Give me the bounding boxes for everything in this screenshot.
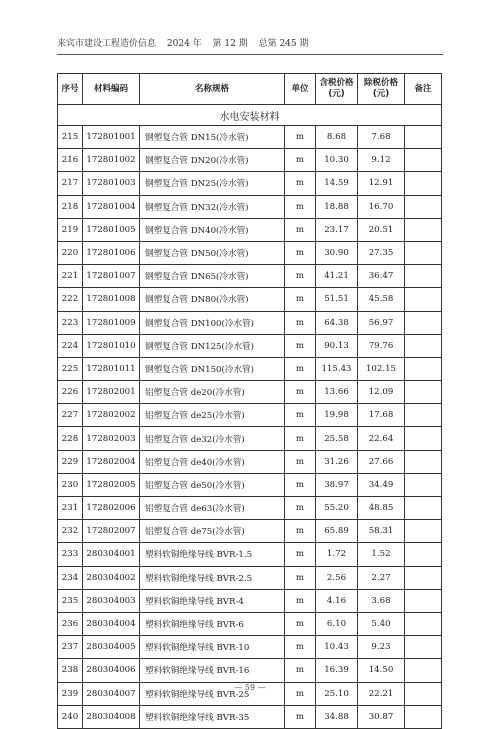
table-row: [58, 636, 442, 659]
table-row: [58, 520, 442, 543]
cell-note: [405, 473, 442, 496]
cell-code: 172801008: [83, 288, 140, 311]
cell-code: 172801003: [83, 172, 140, 195]
cell-note: [405, 357, 442, 380]
table-row: [58, 589, 442, 612]
cell-seq: 224: [58, 334, 83, 357]
cell-code: 172802005: [83, 473, 140, 496]
cell-price-notax: 17.68: [358, 404, 405, 427]
table-row: [58, 288, 442, 311]
cell-seq: 226: [58, 381, 83, 404]
section-title: 水电安装材料: [58, 105, 442, 126]
cell-price-notax: 22.21: [358, 682, 405, 705]
cell-note: [405, 149, 442, 172]
cell-code: 280304007: [83, 682, 140, 705]
cell-price-tax: 38.97: [316, 473, 358, 496]
cell-seq: 233: [58, 543, 83, 566]
table-row: [58, 659, 442, 682]
cell-price-tax: 25.58: [316, 427, 358, 450]
col-header-note: 备注: [405, 74, 442, 105]
table-row: [58, 241, 442, 264]
cell-price-tax: 31.26: [316, 450, 358, 473]
cell-price-notax: 20.51: [358, 218, 405, 241]
cell-price-tax: 2.56: [316, 566, 358, 589]
cell-name: 铝塑复合管 de32(冷水管): [140, 427, 285, 450]
cell-price-tax: 16.39: [316, 659, 358, 682]
cell-price-notax: 58.31: [358, 520, 405, 543]
cell-price-notax: 22.64: [358, 427, 405, 450]
cell-code: 280304004: [83, 612, 140, 635]
table-body: [58, 105, 442, 729]
cell-seq: 229: [58, 450, 83, 473]
cell-price-notax: 27.66: [358, 450, 405, 473]
cell-code: 172801009: [83, 311, 140, 334]
cell-seq: 219: [58, 218, 83, 241]
cell-note: [405, 195, 442, 218]
cell-note: [405, 265, 442, 288]
cell-code: 172801004: [83, 195, 140, 218]
cell-name: 铝塑复合管 de20(冷水管): [140, 381, 285, 404]
table-row: [58, 705, 442, 728]
cell-price-notax: 45.58: [358, 288, 405, 311]
col-header-name: 名称规格: [140, 74, 285, 105]
table-row: [58, 126, 442, 149]
cell-name: 钢塑复合管 DN100(冷水管): [140, 311, 285, 334]
cell-seq: 216: [58, 149, 83, 172]
cell-name: 铝塑复合管 de50(冷水管): [140, 473, 285, 496]
cell-unit: m: [285, 149, 316, 172]
cell-price-notax: 9.12: [358, 149, 405, 172]
header-rule: [57, 54, 443, 55]
price-table: [57, 73, 442, 729]
table-row: [58, 543, 442, 566]
col-header-price-notax-line2: (元): [372, 89, 390, 99]
cell-unit: m: [285, 705, 316, 728]
cell-note: [405, 566, 442, 589]
table-row: [58, 612, 442, 635]
cell-unit: m: [285, 450, 316, 473]
cell-price-tax: 25.10: [316, 682, 358, 705]
cell-unit: m: [285, 126, 316, 149]
cell-code: 172802007: [83, 520, 140, 543]
cell-name: 铝塑复合管 de63(冷水管): [140, 497, 285, 520]
cell-name: 铝塑复合管 de75(冷水管): [140, 520, 285, 543]
cell-code: 172801007: [83, 265, 140, 288]
publication-year: 2024 年: [166, 39, 202, 49]
table-row: [58, 357, 442, 380]
cell-seq: 235: [58, 589, 83, 612]
cell-unit: m: [285, 218, 316, 241]
cell-seq: 231: [58, 497, 83, 520]
table-row: [58, 334, 442, 357]
cell-price-notax: 2.27: [358, 566, 405, 589]
cell-price-notax: 1.52: [358, 543, 405, 566]
cell-name: 钢塑复合管 DN125(冷水管): [140, 334, 285, 357]
cell-code: 172802004: [83, 450, 140, 473]
cell-price-tax: 34.88: [316, 705, 358, 728]
cell-price-tax: 1.72: [316, 543, 358, 566]
table-row: [58, 404, 442, 427]
cell-seq: 234: [58, 566, 83, 589]
cell-name: 钢塑复合管 DN65(冷水管): [140, 265, 285, 288]
cell-seq: 222: [58, 288, 83, 311]
cell-unit: m: [285, 381, 316, 404]
cell-price-tax: 51.51: [316, 288, 358, 311]
cell-price-tax: 23.17: [316, 218, 358, 241]
cell-price-tax: 4.16: [316, 589, 358, 612]
cell-unit: m: [285, 636, 316, 659]
table-header: [58, 74, 442, 105]
cell-unit: m: [285, 520, 316, 543]
running-header: [57, 36, 317, 49]
cell-note: [405, 636, 442, 659]
cell-name: 钢塑复合管 DN20(冷水管): [140, 149, 285, 172]
cell-note: [405, 705, 442, 728]
cell-code: 172801010: [83, 334, 140, 357]
table-row: [58, 311, 442, 334]
cell-seq: 236: [58, 612, 83, 635]
cell-seq: 217: [58, 172, 83, 195]
cell-unit: m: [285, 265, 316, 288]
cell-note: [405, 520, 442, 543]
cell-price-tax: 41.21: [316, 265, 358, 288]
page-number: — 59 —: [234, 683, 266, 692]
cell-note: [405, 334, 442, 357]
cell-seq: 232: [58, 520, 83, 543]
cell-unit: m: [285, 473, 316, 496]
cell-unit: m: [285, 497, 316, 520]
cell-price-notax: 102.15: [358, 357, 405, 380]
cell-seq: 239: [58, 682, 83, 705]
cell-seq: 225: [58, 357, 83, 380]
total-issue-number: 总第 245 期: [258, 39, 309, 49]
cell-name: 塑料软铜绝缘导线 BVR-25: [140, 682, 285, 705]
cell-seq: 237: [58, 636, 83, 659]
cell-code: 172801005: [83, 218, 140, 241]
cell-price-notax: 12.91: [358, 172, 405, 195]
cell-code: 172802003: [83, 427, 140, 450]
cell-price-notax: 14.50: [358, 659, 405, 682]
cell-seq: 221: [58, 265, 83, 288]
cell-code: 172801002: [83, 149, 140, 172]
cell-code: 172801011: [83, 357, 140, 380]
cell-price-notax: 27.35: [358, 241, 405, 264]
cell-price-notax: 30.87: [358, 705, 405, 728]
cell-name: 塑料软铜绝缘导线 BVR-10: [140, 636, 285, 659]
cell-price-notax: 79.76: [358, 334, 405, 357]
cell-note: [405, 404, 442, 427]
table-row: [58, 218, 442, 241]
cell-note: [405, 381, 442, 404]
cell-note: [405, 288, 442, 311]
table-row: [58, 195, 442, 218]
cell-unit: m: [285, 195, 316, 218]
cell-code: 172801006: [83, 241, 140, 264]
cell-price-tax: 55.20: [316, 497, 358, 520]
col-header-seq: 序号: [58, 74, 83, 105]
cell-name: 钢塑复合管 DN32(冷水管): [140, 195, 285, 218]
cell-name: 钢塑复合管 DN15(冷水管): [140, 126, 285, 149]
cell-price-notax: 3.68: [358, 589, 405, 612]
table-row: [58, 149, 442, 172]
cell-unit: m: [285, 357, 316, 380]
col-header-code: 材料编码: [83, 74, 140, 105]
cell-price-tax: 19.98: [316, 404, 358, 427]
cell-note: [405, 241, 442, 264]
cell-price-tax: 65.89: [316, 520, 358, 543]
cell-unit: m: [285, 311, 316, 334]
cell-name: 塑料软铜绝缘导线 BVR-4: [140, 589, 285, 612]
cell-code: 280304002: [83, 566, 140, 589]
cell-price-tax: 64.38: [316, 311, 358, 334]
cell-unit: m: [285, 682, 316, 705]
cell-price-tax: 90.13: [316, 334, 358, 357]
cell-unit: m: [285, 427, 316, 450]
cell-price-notax: 56.97: [358, 311, 405, 334]
table-row: [58, 473, 442, 496]
col-header-price-tax-line2: (元): [328, 89, 345, 99]
cell-note: [405, 172, 442, 195]
cell-price-tax: 8.68: [316, 126, 358, 149]
table-row: [58, 497, 442, 520]
cell-unit: m: [285, 566, 316, 589]
cell-name: 铝塑复合管 de40(冷水管): [140, 450, 285, 473]
cell-price-notax: 16.70: [358, 195, 405, 218]
cell-price-notax: 36.47: [358, 265, 405, 288]
cell-unit: m: [285, 612, 316, 635]
cell-unit: m: [285, 334, 316, 357]
cell-seq: 227: [58, 404, 83, 427]
issue-number: 第 12 期: [212, 39, 248, 49]
cell-note: [405, 450, 442, 473]
cell-note: [405, 311, 442, 334]
cell-price-tax: 14.59: [316, 172, 358, 195]
cell-seq: 215: [58, 126, 83, 149]
cell-code: 280304003: [83, 589, 140, 612]
cell-price-notax: 5.40: [358, 612, 405, 635]
cell-price-notax: 34.49: [358, 473, 405, 496]
table-row: [58, 381, 442, 404]
table-row: [58, 450, 442, 473]
cell-seq: 238: [58, 659, 83, 682]
cell-price-notax: 9.23: [358, 636, 405, 659]
cell-name: 塑料软铜绝缘导线 BVR-16: [140, 659, 285, 682]
cell-code: 280304008: [83, 705, 140, 728]
cell-price-tax: 10.30: [316, 149, 358, 172]
col-header-price-notax-line1: 除税价格: [363, 78, 398, 88]
cell-price-notax: 7.68: [358, 126, 405, 149]
cell-note: [405, 589, 442, 612]
table-row: [58, 265, 442, 288]
cell-note: [405, 659, 442, 682]
cell-name: 塑料软铜绝缘导线 BVR-6: [140, 612, 285, 635]
col-header-unit: 单位: [285, 74, 316, 105]
cell-name: 铝塑复合管 de25(冷水管): [140, 404, 285, 427]
cell-note: [405, 126, 442, 149]
table-row: [58, 566, 442, 589]
table-row: [58, 172, 442, 195]
cell-note: [405, 218, 442, 241]
cell-code: 172802002: [83, 404, 140, 427]
cell-price-tax: 6.10: [316, 612, 358, 635]
cell-price-tax: 115.43: [316, 357, 358, 380]
cell-name: 塑料软铜绝缘导线 BVR-35: [140, 705, 285, 728]
cell-name: 钢塑复合管 DN25(冷水管): [140, 172, 285, 195]
cell-code: 172802001: [83, 381, 140, 404]
col-header-price-tax: [316, 74, 358, 105]
cell-unit: m: [285, 172, 316, 195]
cell-code: 280304005: [83, 636, 140, 659]
cell-code: 280304001: [83, 543, 140, 566]
cell-price-notax: 48.85: [358, 497, 405, 520]
cell-seq: 218: [58, 195, 83, 218]
cell-unit: m: [285, 543, 316, 566]
cell-price-tax: 30.90: [316, 241, 358, 264]
cell-name: 钢塑复合管 DN40(冷水管): [140, 218, 285, 241]
cell-seq: 223: [58, 311, 83, 334]
table-row: [58, 427, 442, 450]
cell-name: 钢塑复合管 DN150(冷水管): [140, 357, 285, 380]
cell-seq: 240: [58, 705, 83, 728]
cell-note: [405, 497, 442, 520]
cell-unit: m: [285, 589, 316, 612]
cell-price-notax: 12.09: [358, 381, 405, 404]
cell-note: [405, 612, 442, 635]
col-header-price-tax-line1: 含税价格: [319, 78, 354, 88]
cell-note: [405, 543, 442, 566]
cell-code: 172802006: [83, 497, 140, 520]
cell-unit: m: [285, 241, 316, 264]
cell-code: 172801001: [83, 126, 140, 149]
cell-name: 塑料软铜绝缘导线 BVR-2.5: [140, 566, 285, 589]
cell-price-tax: 18.88: [316, 195, 358, 218]
cell-seq: 220: [58, 241, 83, 264]
cell-price-tax: 10.43: [316, 636, 358, 659]
cell-seq: 228: [58, 427, 83, 450]
cell-name: 钢塑复合管 DN50(冷水管): [140, 241, 285, 264]
publication-title: 来宾市建设工程造价信息: [57, 39, 157, 49]
cell-unit: m: [285, 288, 316, 311]
section-row: [58, 105, 442, 126]
cell-seq: 230: [58, 473, 83, 496]
cell-unit: m: [285, 659, 316, 682]
cell-name: 钢塑复合管 DN80(冷水管): [140, 288, 285, 311]
cell-name: 塑料软铜绝缘导线 BVR-1.5: [140, 543, 285, 566]
cell-price-tax: 13.66: [316, 381, 358, 404]
col-header-price-notax: [358, 74, 405, 105]
cell-note: [405, 427, 442, 450]
cell-unit: m: [285, 404, 316, 427]
cell-code: 280304006: [83, 659, 140, 682]
